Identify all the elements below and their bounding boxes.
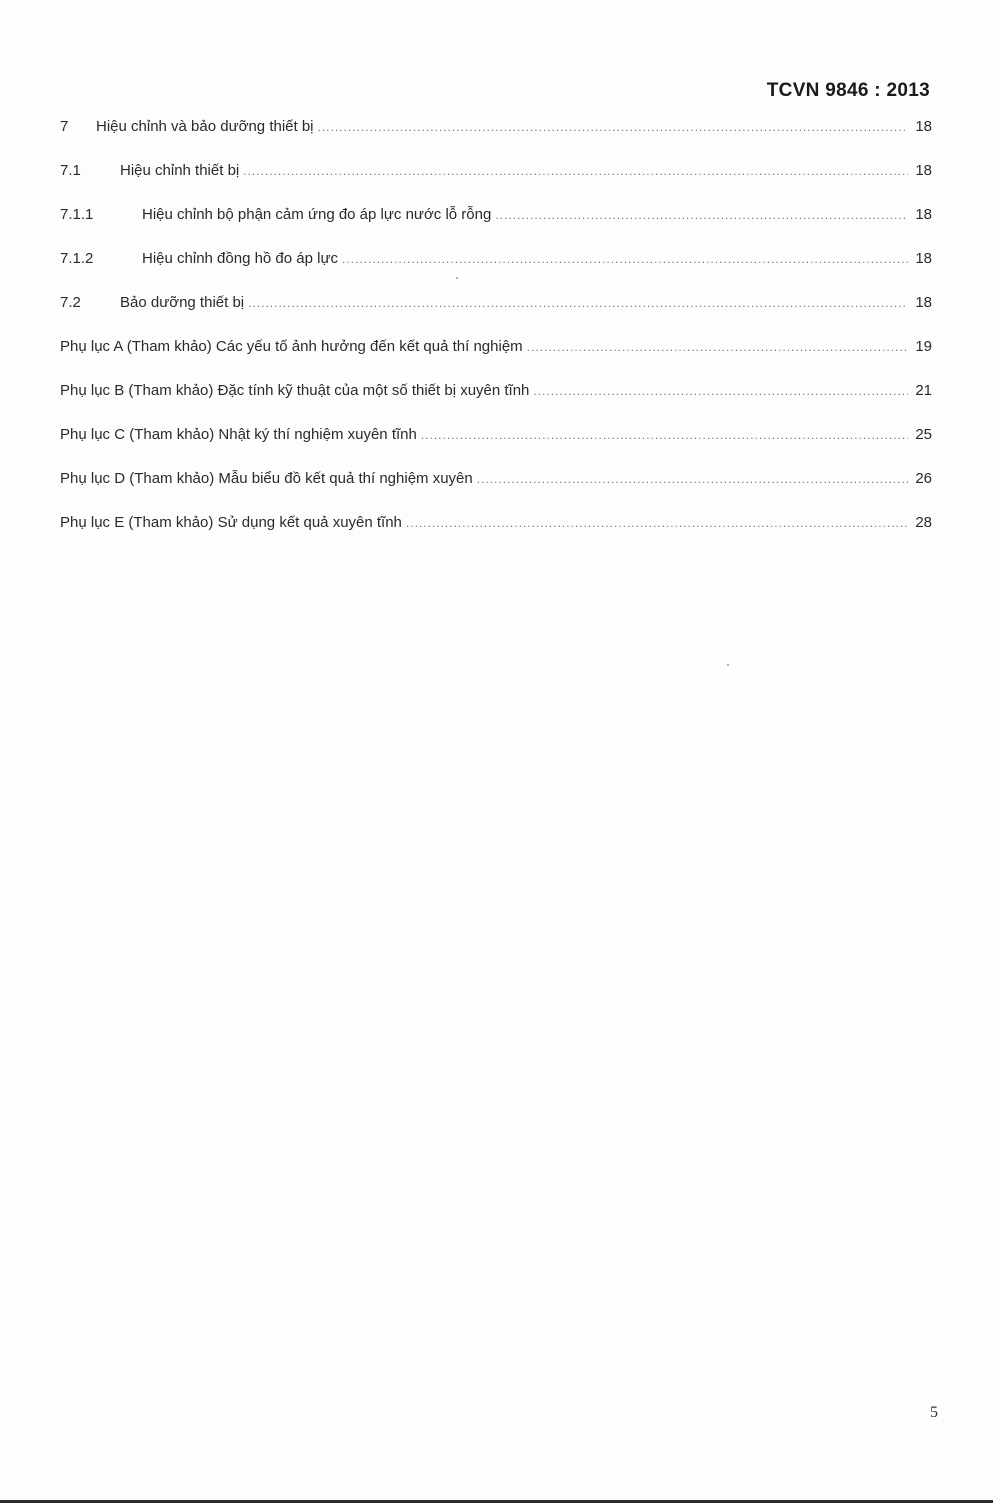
toc-entry-title: Phụ lục E (Tham khảo) Sử dụng kết quả xuyên tĩnh [60,514,402,531]
toc-entry-number: 7.1 [60,162,81,179]
toc-entry-appendix-e[interactable] [60,514,932,558]
toc-entry-title: Hiệu chỉnh thiết bị [120,162,240,179]
toc-entry-7-1-1[interactable] [60,206,932,250]
toc-entry-page: 26 [915,470,932,487]
toc-entry-title: Phụ lục C (Tham khảo) Nhật ký thí nghiệm xuyên tĩnh [60,426,417,443]
toc-entry-appendix-c[interactable] [60,426,932,470]
toc-entry-page: 21 [915,382,932,399]
toc-entry-title: Hiệu chỉnh bộ phận cảm ứng đo áp lực nước lỗ rỗng [142,206,492,223]
toc-leader-dots [406,516,908,530]
toc-entry-7-2[interactable] [60,294,932,338]
toc-leader-dots [495,208,908,222]
toc-entry-appendix-d[interactable] [60,470,932,514]
toc-entry-number: 7.1.1 [60,206,94,223]
scan-speck [456,277,458,279]
toc-entry-page: 18 [915,118,932,135]
toc-entry-7-1-2[interactable] [60,250,932,294]
toc-entry-appendix-a[interactable] [60,338,932,382]
toc-entry-page: 18 [915,294,932,311]
toc-entry-page: 28 [915,514,932,531]
toc-entry-number: 7.1.2 [60,250,94,267]
toc-entry-appendix-b[interactable] [60,382,932,426]
toc-leader-dots [342,252,908,266]
document-code-header: TCVN 9846 : 2013 [766,80,930,101]
toc-leader-dots [318,120,908,134]
page-number: 5 [930,1404,938,1421]
toc-entry-page: 18 [915,162,932,179]
toc-entry-title: Phụ lục B (Tham khảo) Đặc tính kỹ thuật của một số thiết bị xuyên tĩnh [60,382,530,399]
toc-entry-title: Phụ lục A (Tham khảo) Các yếu tố ảnh hưởng đến kết quả thí nghiệm [60,338,523,355]
toc-entry-number: 7.2 [60,294,81,311]
toc-leader-dots [527,340,908,354]
toc-entry-page: 25 [915,426,932,443]
toc-entry-number: 7 [60,118,69,135]
scan-speck [727,664,729,666]
toc-entry-page: 18 [915,206,932,223]
toc-entry-page: 18 [915,250,932,267]
toc-leader-dots [243,164,908,178]
toc-entry-title: Bảo dưỡng thiết bị [120,294,245,311]
toc-entry-title: Hiệu chỉnh và bảo dưỡng thiết bị [96,118,314,135]
toc-entry-title: Hiệu chỉnh đồng hồ đo áp lực [142,250,339,267]
toc-leader-dots [533,384,908,398]
toc-entry-7[interactable] [60,118,932,162]
toc-entry-7-1[interactable] [60,162,932,206]
toc-entry-title: Phụ lục D (Tham khảo) Mẫu biểu đồ kết quả thí nghiệm xuyên [60,470,473,487]
toc-entry-page: 19 [915,338,932,355]
table-of-contents [60,118,932,558]
toc-leader-dots [248,296,908,310]
toc-leader-dots [421,428,908,442]
toc-leader-dots [477,472,908,486]
